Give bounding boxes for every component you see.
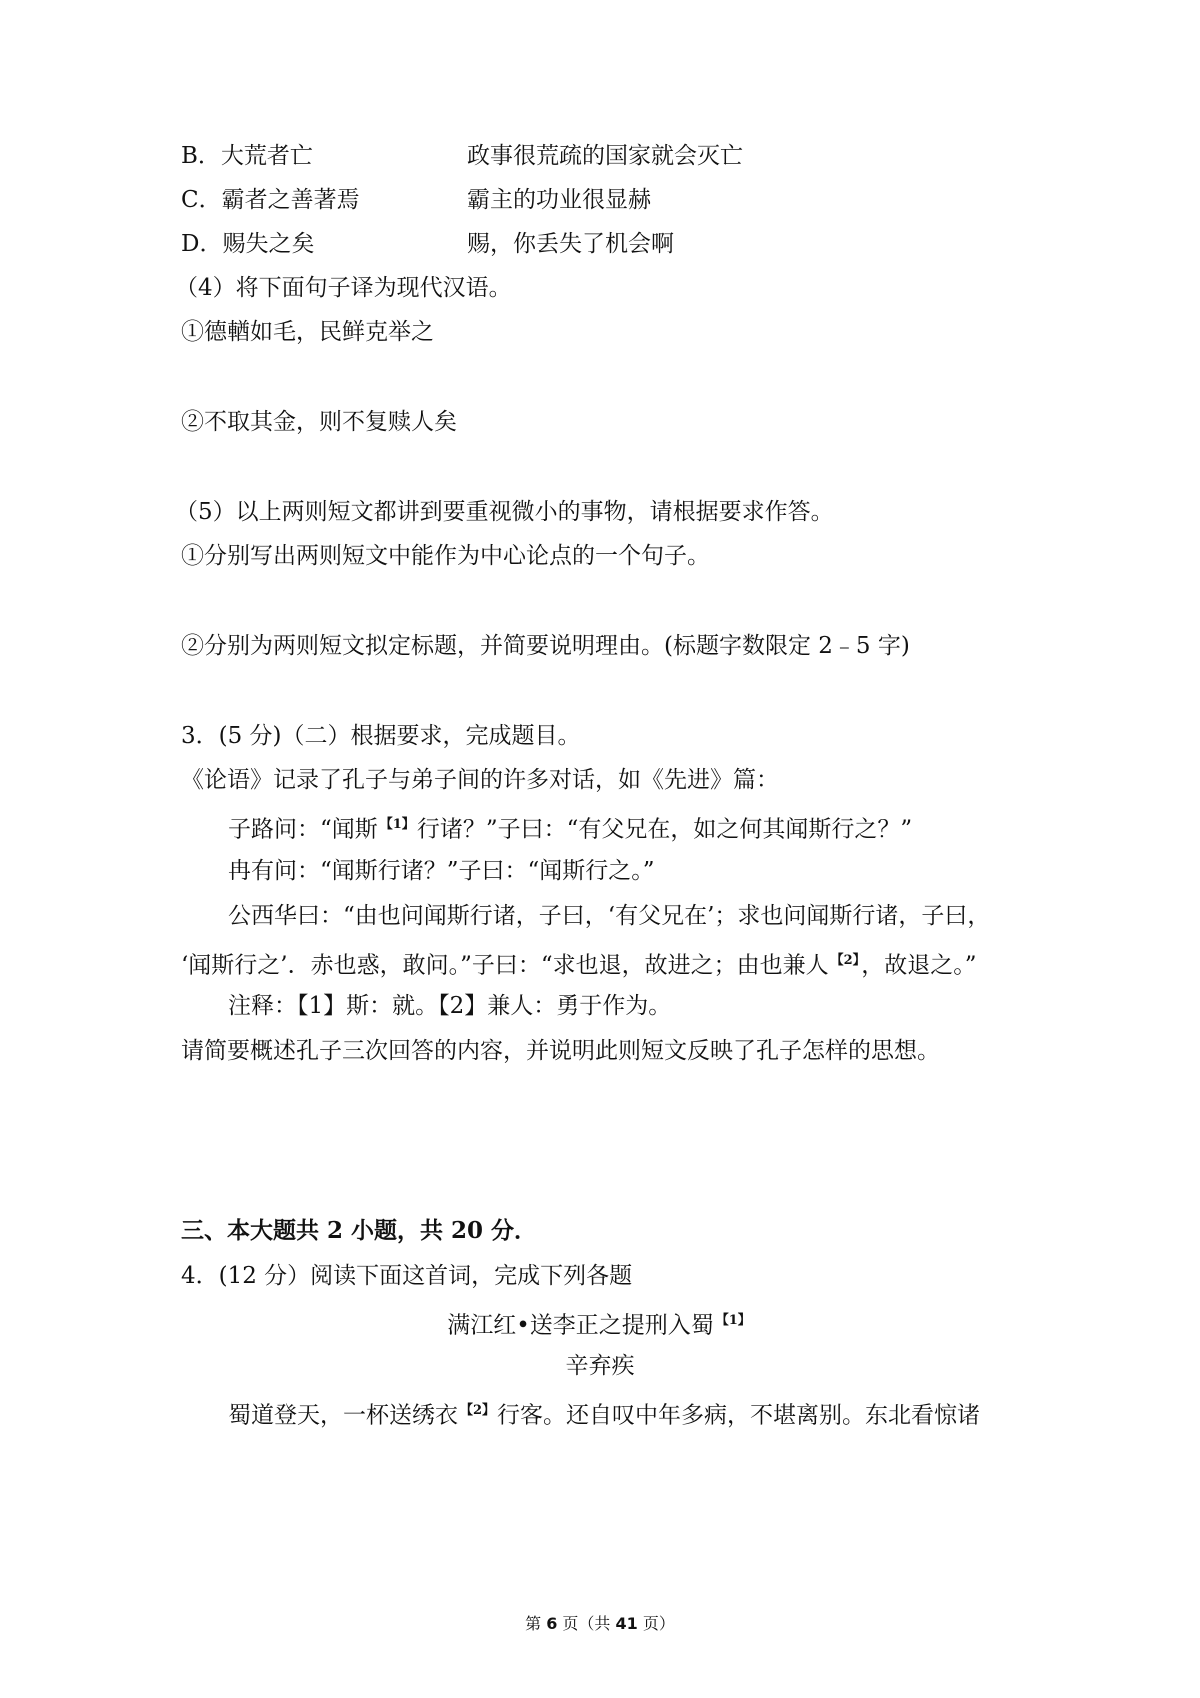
q5-sentence-1: ①分别写出两则短文中能作为中心论点的一个句子。 (181, 543, 710, 569)
q3-intro: 《论语》记录了孔子与弟子间的许多对话，如《先进》篇： (181, 767, 779, 793)
footer-mid: 页（共 (557, 1614, 616, 1633)
footer-post: 页） (637, 1614, 675, 1633)
poem-title-note: 【1】 (715, 1313, 751, 1328)
poem-line-1-part-b: 行客。还自叹中年多病，不堪离别。东北看惊诸 (497, 1402, 981, 1429)
q3-paragraph-3: 公西华曰：“由也问闻斯行诸，子曰，‘有父兄在’；求也问闻斯行诸，子曰， (228, 903, 991, 929)
q4-sentence-1: ①德輶如毛，民鲜克举之 (181, 319, 434, 345)
q3-question: 请简要概述孔子三次回答的内容，并说明此则短文反映了孔子怎样的思想。 (181, 1038, 940, 1064)
q3-p1-part-a: 子路问：“闻斯 (228, 816, 378, 843)
footer-pre: 第 (525, 1614, 547, 1633)
q3-notes: 注释：【1】斯：就。【2】兼人：勇于作为。 (228, 993, 672, 1019)
q5-title: （5）以上两则短文都讲到要重视微小的事物，请根据要求作答。 (175, 499, 834, 525)
poem-title (0, 1306, 1200, 1341)
q4-poem-heading: 4．(12 分）阅读下面这首词，完成下列各题 (181, 1263, 633, 1289)
poem-line-1 (228, 1396, 980, 1431)
q3-paragraph-4 (181, 946, 976, 981)
option-b-text: B．大荒者亡 (181, 143, 313, 169)
q3-paragraph-1 (228, 810, 912, 845)
option-b-meaning: 政事很荒疏的国家就会灭亡 (467, 143, 743, 169)
poem-line-1-part-a: 蜀道登天，一杯送绣衣 (228, 1402, 458, 1429)
poem-line-1-note: 【2】 (460, 1403, 496, 1418)
q5-sentence-2: ②分别为两则短文拟定标题，并简要说明理由。(标题字数限定 2﹣5 字) (181, 633, 910, 659)
option-c-text: C．霸者之善著焉 (181, 187, 360, 213)
page-footer (0, 1611, 1200, 1634)
section-3-heading: 三、本大题共 2 小题，共 20 分． (181, 1217, 538, 1244)
q3-p4-part-b: ，故退之。” (861, 952, 977, 979)
q3-heading: 3．(5 分)（二）根据要求，完成题目。 (181, 723, 581, 749)
option-c-meaning: 霸主的功业很显赫 (467, 187, 651, 213)
q3-p1-note: 【1】 (379, 817, 415, 832)
q3-paragraph-2: 冉有问：“闻斯行诸？”子曰：“闻斯行之。” (228, 858, 655, 884)
q3-p1-part-b: 行诸？”子曰：“有父兄在，如之何其闻斯行之？” (416, 816, 913, 843)
option-d-text: D．赐失之矣 (181, 231, 315, 257)
q4-title: （4）将下面句子译为现代汉语。 (175, 275, 512, 301)
footer-page-number: 6 (546, 1614, 558, 1633)
poem-author: 辛弃疾 (565, 1353, 635, 1379)
q3-p4-part-a: ‘闻斯行之’．赤也惑，敢问。”子曰：“求也退，故进之；由也兼人 (181, 952, 829, 979)
poem-title-text: 满江红•送李正之提刑入蜀 (447, 1312, 714, 1339)
option-d-meaning: 赐，你丢失了机会啊 (467, 231, 674, 257)
footer-total-pages: 41 (615, 1614, 638, 1633)
q4-sentence-2: ②不取其金，则不复赎人矣 (181, 409, 457, 435)
q3-p4-note: 【2】 (830, 953, 860, 968)
